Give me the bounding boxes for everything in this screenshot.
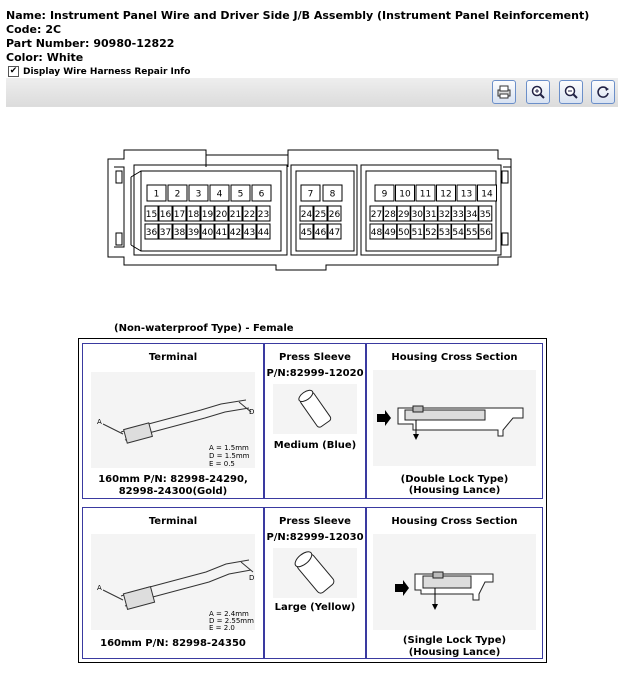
pin-number: 8 xyxy=(329,189,336,200)
connector-drawing xyxy=(6,107,618,316)
checkbox-label: Display Wire Harness Repair Info xyxy=(23,66,191,77)
pin-number: 36 xyxy=(145,228,158,238)
dim-e-1: E = 0.5 xyxy=(209,460,235,468)
pin-number: 25 xyxy=(314,210,327,220)
sleeve-cell-1 xyxy=(264,343,366,499)
pin-number: 47 xyxy=(328,228,341,238)
terminal-caption-1a: 160mm P/N: 82998-24290, xyxy=(98,474,248,485)
refresh-button[interactable] xyxy=(591,80,615,104)
pin-number: 14 xyxy=(481,189,493,200)
pin-number: 48 xyxy=(370,228,383,238)
svg-text:D: D xyxy=(249,408,255,416)
svg-text:A: A xyxy=(97,584,102,592)
terminal-cell-1 xyxy=(82,343,264,499)
dim-d-1: D = 1.5mm xyxy=(209,452,250,460)
sleeve-pn-2: P/N:82999-12030 xyxy=(266,532,364,543)
repair-info-checkbox[interactable] xyxy=(8,66,190,77)
pin-number: 40 xyxy=(201,228,214,238)
sleeve-image-1 xyxy=(273,384,357,434)
housing-caption-1b: (Housing Lance) xyxy=(408,485,501,496)
pin-number: 6 xyxy=(258,189,265,200)
pin-number: 46 xyxy=(314,228,327,238)
pin-number: 37 xyxy=(159,228,172,238)
dim-e-2: E = 2.0 xyxy=(209,624,235,630)
color-value: White xyxy=(46,51,84,64)
pin-number: 13 xyxy=(460,189,473,200)
part-value: 90980-12822 xyxy=(93,37,175,50)
zoom-out-icon xyxy=(563,84,579,100)
color-label: Color: xyxy=(6,51,43,64)
code-line xyxy=(6,23,61,36)
pin-number: 43 xyxy=(243,228,256,238)
pin-number: 39 xyxy=(187,228,200,238)
part-label: Part Number: xyxy=(6,37,90,50)
pin-number: 23 xyxy=(257,210,270,220)
terminal-drawing-1 xyxy=(91,372,255,468)
pin-number: 17 xyxy=(173,210,186,220)
dim-d-2: D = 2.55mm xyxy=(209,617,254,625)
terminal-image-2 xyxy=(91,534,255,630)
part-line xyxy=(6,37,174,50)
pin-number: 27 xyxy=(370,210,383,220)
housing-header-2: Housing Cross Section xyxy=(391,516,518,527)
toolbar xyxy=(6,78,618,107)
pin-number: 21 xyxy=(229,210,242,220)
sleeve-drawing-1 xyxy=(273,384,357,434)
pin-number: 1 xyxy=(153,189,160,200)
dim-a-2: A = 2.4mm xyxy=(209,610,249,618)
housing-caption-2b: (Housing Lance) xyxy=(408,647,501,658)
color-line xyxy=(6,51,83,64)
sleeve-drawing-2 xyxy=(273,548,357,598)
pin-number: 52 xyxy=(425,228,437,238)
pin-number: 20 xyxy=(215,210,228,220)
pin-number: 31 xyxy=(425,210,437,220)
terminal-caption-1b: 82998-24300(Gold) xyxy=(118,486,228,497)
sleeve-cell-2 xyxy=(264,507,366,659)
pin-number: 55 xyxy=(465,228,478,238)
terminal-drawing-2 xyxy=(91,534,255,630)
housing-image-2 xyxy=(373,534,536,630)
print-icon xyxy=(496,84,512,100)
code-value: 2C xyxy=(45,23,62,36)
name-value: Instrument Panel Wire and Driver Side J/B Assembly (Instrument Panel Reinforcement) xyxy=(49,9,590,22)
terminal-header-1: Terminal xyxy=(148,352,198,363)
sleeve-header-2: Press Sleeve xyxy=(279,516,351,527)
pin-number: 41 xyxy=(215,228,228,238)
svg-text:A: A xyxy=(97,418,102,426)
housing-header-1: Housing Cross Section xyxy=(391,352,518,363)
pin-number: 18 xyxy=(187,210,200,220)
pin-number: 3 xyxy=(195,189,202,200)
housing-cell-2 xyxy=(366,507,543,659)
zoom-in-button[interactable] xyxy=(526,80,550,104)
sleeve-label-2: Large (Yellow) xyxy=(274,602,356,613)
pin-number: 50 xyxy=(397,228,410,238)
pin-number: 53 xyxy=(438,228,451,238)
pin-number: 5 xyxy=(237,189,244,200)
dim-a-1: A = 1.5mm xyxy=(209,444,249,452)
pin-number: 42 xyxy=(229,228,242,238)
terminal-header-2: Terminal xyxy=(148,516,198,527)
zoom-out-button[interactable] xyxy=(559,80,583,104)
pin-number: 7 xyxy=(307,189,314,200)
pin-number: 15 xyxy=(145,210,158,220)
pin-number: 45 xyxy=(300,228,313,238)
pin-number: 44 xyxy=(257,228,270,238)
pin-number: 9 xyxy=(381,189,388,200)
connector-diagram xyxy=(6,106,618,316)
terminal-cell-2 xyxy=(82,507,264,659)
pin-number: 33 xyxy=(452,210,464,220)
pin-number: 35 xyxy=(479,210,492,220)
sleeve-pn-1: P/N:82999-12020 xyxy=(266,368,364,379)
pin-number: 49 xyxy=(384,228,396,238)
checkbox-box[interactable]: ✔ xyxy=(9,66,18,76)
terminal-table xyxy=(78,338,547,663)
pin-number: 54 xyxy=(452,228,464,238)
housing-image-1 xyxy=(373,370,536,466)
pin-number: 56 xyxy=(479,228,492,238)
terminal-caption-2a: 160mm P/N: 82998-24350 xyxy=(100,638,246,649)
housing-caption-2a: (Single Lock Type) xyxy=(402,635,507,646)
pin-number: 19 xyxy=(201,210,214,220)
pin-number: 28 xyxy=(384,210,396,220)
pin-number: 12 xyxy=(440,189,452,200)
terminal-image-1 xyxy=(91,372,255,468)
pin-number: 26 xyxy=(328,210,341,220)
pin-number: 10 xyxy=(399,189,411,200)
pin-number: 38 xyxy=(173,228,186,238)
pin-number: 29 xyxy=(397,210,410,220)
print-button[interactable] xyxy=(492,80,516,104)
connector-type-caption: (Non-waterproof Type) - Female xyxy=(114,323,294,334)
name-label: Name: xyxy=(6,9,46,22)
pin-number: 32 xyxy=(438,210,451,220)
pin-number: 24 xyxy=(300,210,313,220)
pin-number: 16 xyxy=(159,210,172,220)
pin-number: 4 xyxy=(216,189,223,200)
pin-number: 2 xyxy=(174,189,181,200)
pin-number: 34 xyxy=(465,210,478,220)
sleeve-label-1: Medium (Blue) xyxy=(273,440,357,451)
sleeve-image-2 xyxy=(273,548,357,598)
housing-drawing-2 xyxy=(373,534,536,630)
housing-cell-1 xyxy=(366,343,543,499)
sleeve-header-1: Press Sleeve xyxy=(279,352,351,363)
refresh-icon xyxy=(595,84,611,100)
svg-text:D: D xyxy=(249,574,255,582)
housing-drawing-1 xyxy=(373,370,536,466)
zoom-in-icon xyxy=(530,84,546,100)
housing-caption-1a: (Double Lock Type) xyxy=(400,474,509,485)
pin-number: 11 xyxy=(419,189,432,200)
code-label: Code: xyxy=(6,23,42,36)
name-line xyxy=(6,9,589,22)
pin-number: 30 xyxy=(411,210,424,220)
pin-number: 51 xyxy=(411,228,424,238)
pin-number: 22 xyxy=(243,210,256,220)
